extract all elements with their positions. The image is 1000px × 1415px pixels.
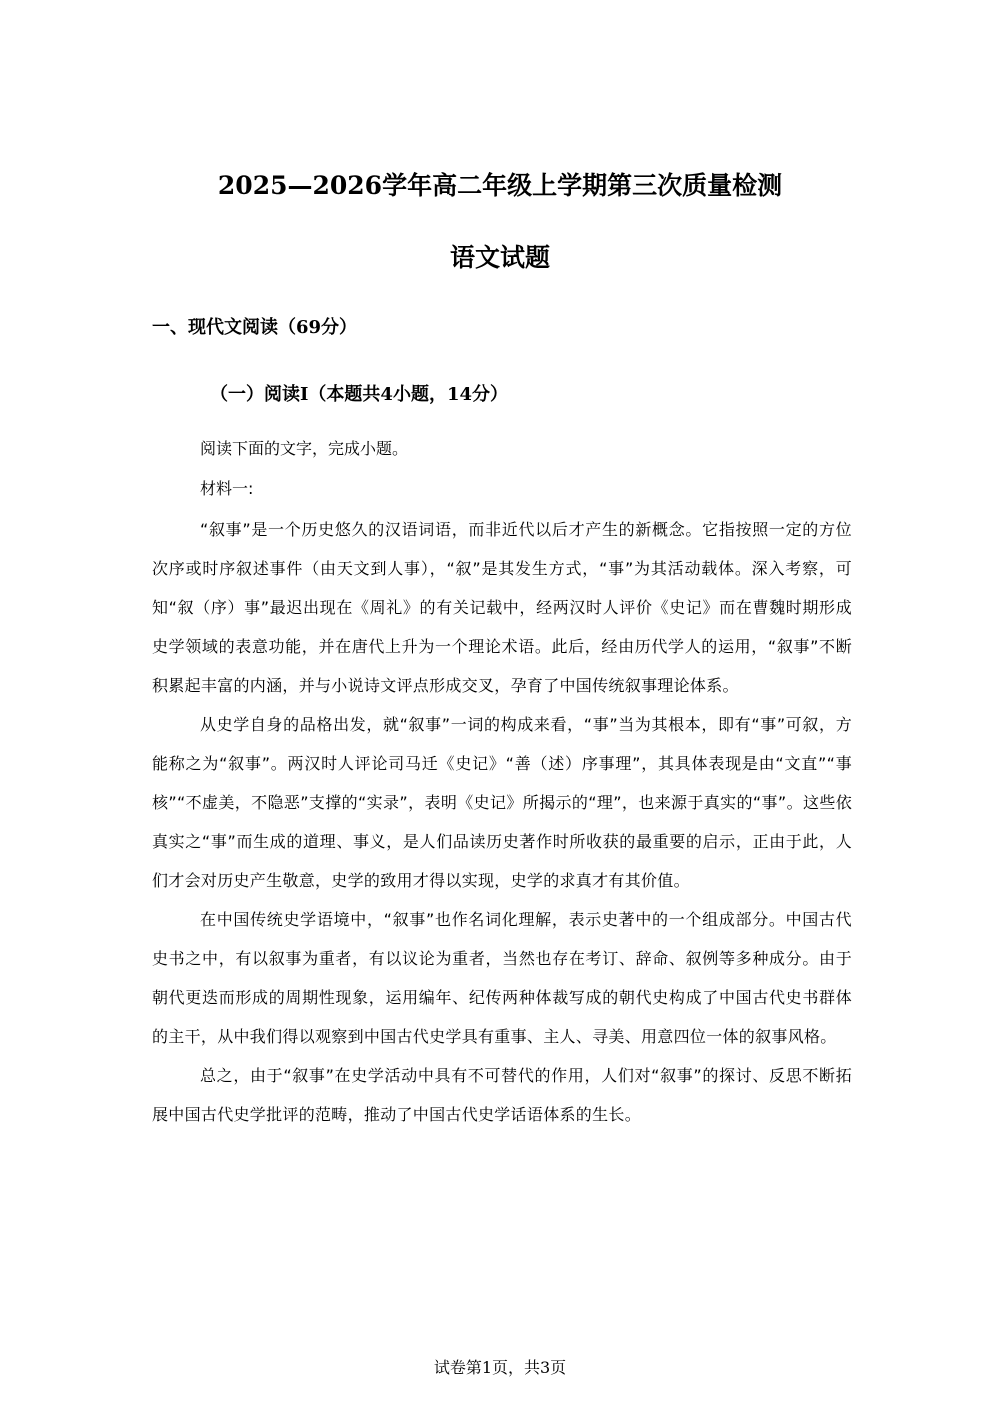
passage-paragraph-1: “叙事”是一个历史悠久的汉语词语，而非近代以后才产生的新概念。它指按照一定的方位次序或时序叙述事件（由天文到人事），“叙”是其发生方式，“事”为其活动载体。深入考察，可知“叙（序）事”最迟出现在《周礼》的有关记载中，经两汉时人评价《史记》而在曹魏时期形成史学领域的表意功能，并在唐代上升为一个理论术语。此后，经由历代学人的运用，“叙事”不断积累起丰富的内涵，并与小说诗文评点形成交叉，孕育了中国传统叙事理论体系。 [152, 520, 852, 695]
page-footer: 试卷第1页，共3页 [433, 1358, 567, 1377]
section-heading: 一、现代文阅读（69分） [152, 317, 358, 338]
subsection-heading: （一）阅读I（本题共4小题，14分） [210, 384, 508, 405]
passage-body [152, 510, 852, 1134]
passage-paragraph-3: 在中国传统史学语境中，“叙事”也作名词化理解，表示史著中的一个组成部分。中国古代史书之中，有以叙事为重者，有以议论为重者，当然也存在考订、辞命、叙例等多种成分。由于朝代更迭而形成的周期性现象，运用编年、纪传两种体裁写成的朝代史构成了中国古代史书群体的主干，从中我们得以观察到中国古代史学具有重事、主人、寻美、用意四位一体的叙事风格。 [152, 910, 852, 1046]
passage-paragraph-4: 总之，由于“叙事”在史学活动中具有不可替代的作用，人们对“叙事”的探讨、反思不断拓展中国古代史学批评的范畴，推动了中国古代史学话语体系的生长。 [152, 1066, 852, 1124]
passage-paragraph-2: 从史学自身的品格出发，就“叙事”一词的构成来看，“事”当为其根本，即有“事”可叙，方能称之为“叙事”。两汉时人评论司马迁《史记》“善（述）序事理”，其具体表现是由“文直”“事核”“不虚美，不隐恶”支撑的“实录”，表明《史记》所揭示的“理”，也来源于真实的“事”。这些依真实之“事”而生成的道理、事义，是人们品读历史著作时所收获的最重要的启示，正由于此，人们才会对历史产生敬意，史学的致用才得以实现，史学的求真才有其价值。 [152, 715, 852, 890]
reading-instruction: 阅读下面的文字，完成小题。 [200, 439, 409, 458]
document-title: 2025—2026学年高二年级上学期第三次质量检测 [217, 171, 783, 200]
material-label: 材料一: [200, 479, 254, 498]
document-subtitle: 语文试题 [449, 243, 550, 272]
